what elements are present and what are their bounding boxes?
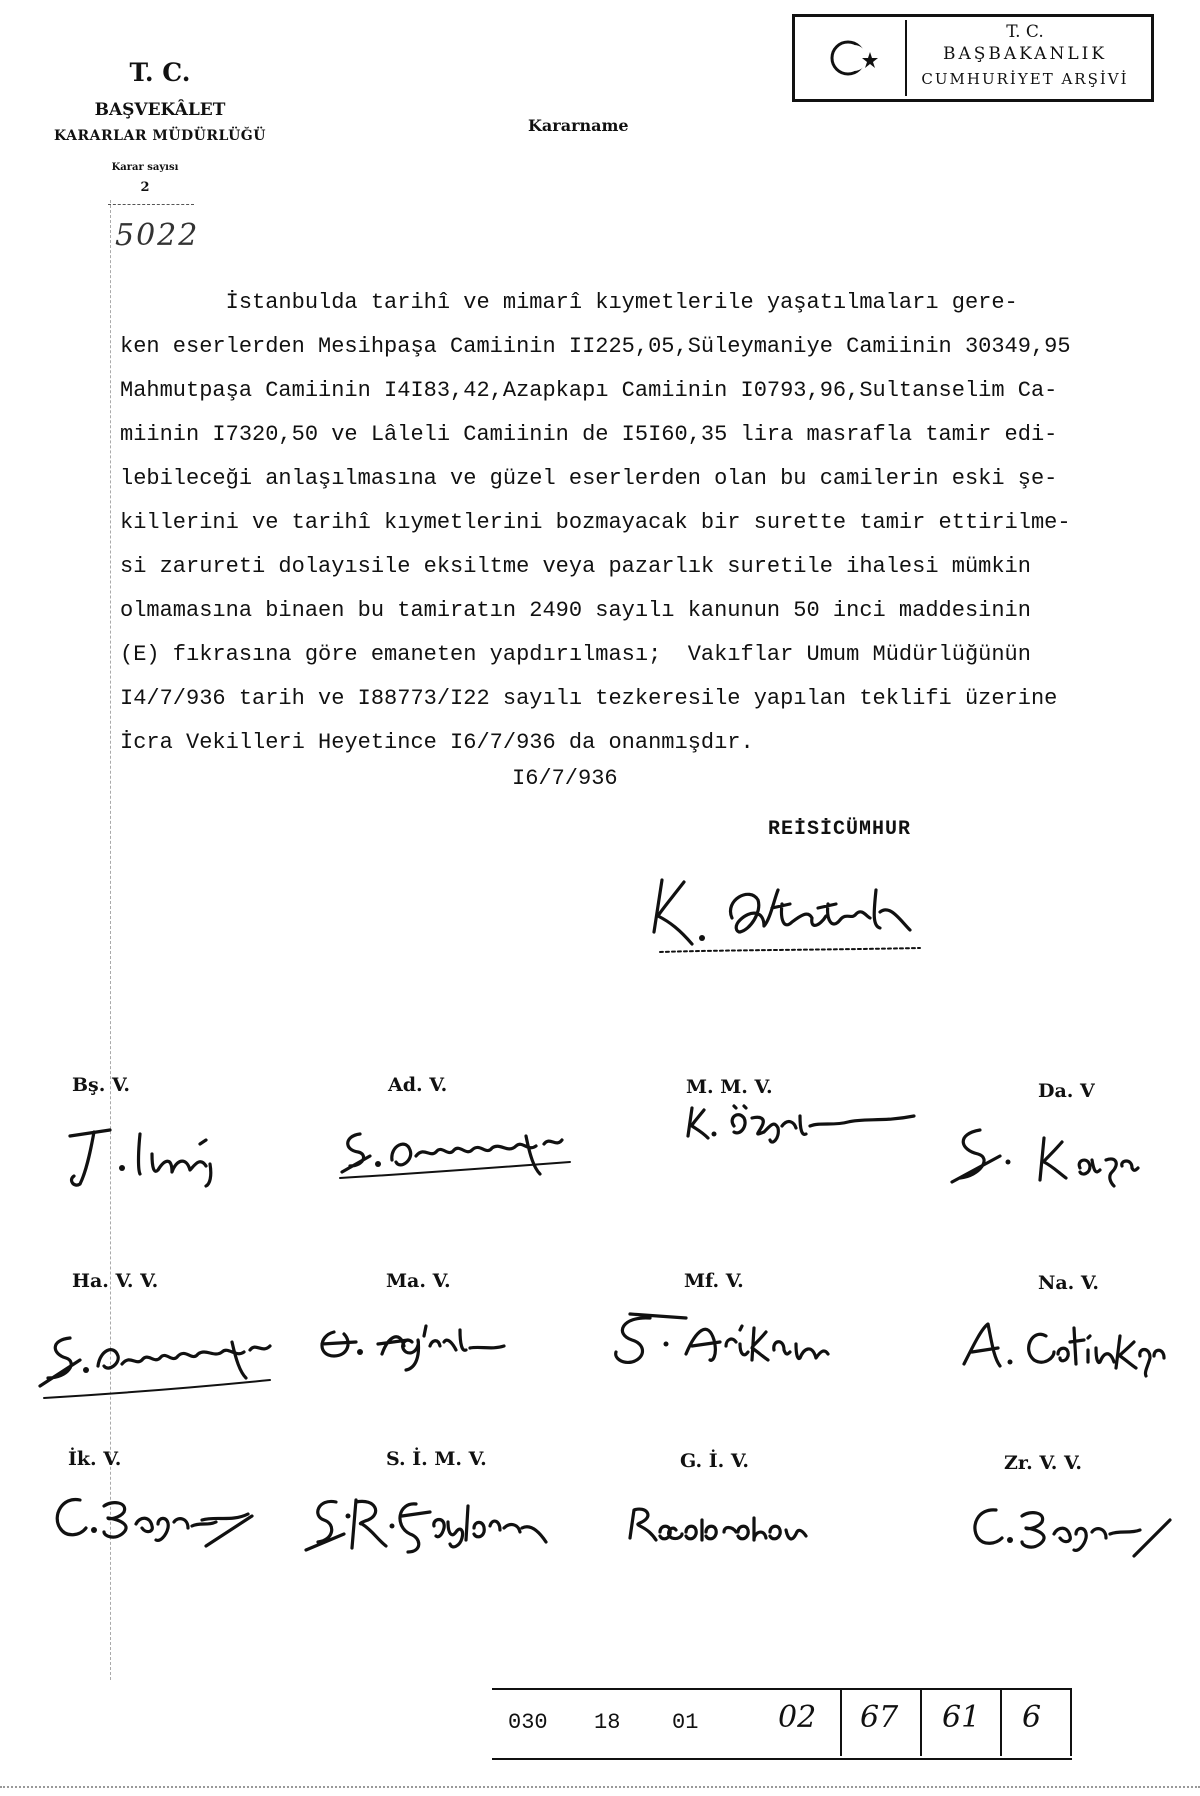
signature-agral	[308, 1306, 528, 1376]
minister-label: S. İ. M. V.	[386, 1448, 487, 1470]
crescent-star-icon	[818, 28, 888, 88]
minister-label: M. M. V.	[686, 1076, 773, 1098]
handwritten-number: 5022	[115, 218, 200, 253]
archive-code-sub: 01	[672, 1710, 699, 1735]
body-line: I4/7/936 tarih ve I88773/I22 sayılı tezkeresile yapılan teklifi üzerine	[120, 686, 1058, 711]
karar-sayisi-label: Karar sayısı	[111, 162, 179, 173]
letterhead-rule	[108, 204, 194, 205]
president-title: REİSİCÜMHUR	[768, 818, 912, 841]
letterhead-department: KARARLAR MÜDÜRLÜĞÜ	[54, 128, 266, 144]
body-line: İcra Vekilleri Heyetince I6/7/936 da onanmışdır.	[120, 730, 754, 755]
minister-label: Zr. V. V.	[1004, 1452, 1083, 1474]
body-line: (E) fıkrasına göre emaneten yapdırılması; Vakıflar Umum Müdürlüğünün	[120, 642, 1031, 667]
minister-label: Da. V	[1038, 1080, 1095, 1102]
signature-bayar-ik	[46, 1486, 266, 1556]
archive-code-fond: 030	[508, 1710, 548, 1735]
signature-ozalp	[684, 1096, 924, 1152]
minister-label: İk. V.	[68, 1448, 122, 1470]
letterhead-office: BAŞVEKÂLET	[94, 100, 226, 120]
doc-title: Kararname	[528, 116, 629, 135]
minister-label: Ad. V.	[388, 1074, 448, 1096]
signature-arikan	[606, 1300, 886, 1380]
president-signature	[640, 860, 940, 970]
archive-code-divider	[920, 1688, 922, 1756]
minister-label: Mf. V.	[684, 1270, 744, 1292]
decree-date: I6/7/936	[512, 766, 618, 791]
archive-code-divider	[840, 1688, 842, 1756]
signature-cetinkaya	[950, 1306, 1180, 1386]
signature-saydam	[298, 1486, 578, 1566]
body-line: İstanbulda tarihî ve mimarî kıymetlerile yaşatılmaları gere-	[120, 290, 1018, 315]
stamp-line-arsiv: CUMHURİYET ARŞİVİ	[921, 70, 1129, 88]
karar-sayisi-value: 2	[140, 180, 150, 195]
archive-code-divider	[1070, 1688, 1072, 1756]
signature-karatas	[620, 1496, 860, 1556]
archive-code-hw: 61	[942, 1700, 981, 1735]
body-line: si zarureti dolayısile eksiltme veya pazarlık suretile ihalesi mümkin	[120, 554, 1031, 579]
minister-label: Na. V.	[1038, 1272, 1099, 1294]
body-line: olmamasına binaen bu tamiratın 2490 sayılı kanunun 50 inci maddesinin	[120, 598, 1031, 623]
scan-edge	[0, 1786, 1200, 1788]
signature-inonu	[60, 1114, 230, 1194]
letterhead-tc: T. C.	[129, 58, 191, 87]
body-line: lebileceği anlaşılmasına ve güzel eserlerden olan bu camilerin eski şe-	[120, 466, 1058, 491]
body-line: ken eserlerden Mesihpaşa Camiinin II225,05,Süleymaniye Camiinin 30349,95	[120, 334, 1071, 359]
body-line: killerini ve tarihî kıymetlerini bozmayacak bir surette tamir ettirilme-	[120, 510, 1071, 535]
signature-saracoglu-ha	[30, 1314, 280, 1404]
minister-label: Bş. V.	[72, 1074, 131, 1096]
archive-code-series: 18	[594, 1710, 621, 1735]
minister-label: G. İ. V.	[680, 1450, 749, 1472]
body-line: Mahmutpaşa Camiinin I4I83,42,Azapkapı Camiinin I0793,96,Sultanselim Ca-	[120, 378, 1058, 403]
stamp-line-tc: T. C.	[1006, 22, 1044, 42]
signature-saracoglu-adv	[330, 1116, 590, 1186]
archive-code-hw: 6	[1022, 1700, 1042, 1735]
signature-bayar-zr	[964, 1496, 1184, 1566]
stamp-line-basbakanlik: BAŞBAKANLIK	[942, 44, 1108, 64]
minister-label: Ha. V. V.	[72, 1270, 159, 1292]
minister-label: Ma. V.	[386, 1270, 451, 1292]
archive-code-hw: 02	[778, 1700, 817, 1735]
signature-kaya	[940, 1116, 1170, 1196]
body-line: miinin I7320,50 ve Lâleli Camiinin de I5I60,35 lira masrafla tamir edi-	[120, 422, 1058, 447]
archive-code-divider	[1000, 1688, 1002, 1756]
archive-code-hw: 67	[860, 1700, 899, 1735]
